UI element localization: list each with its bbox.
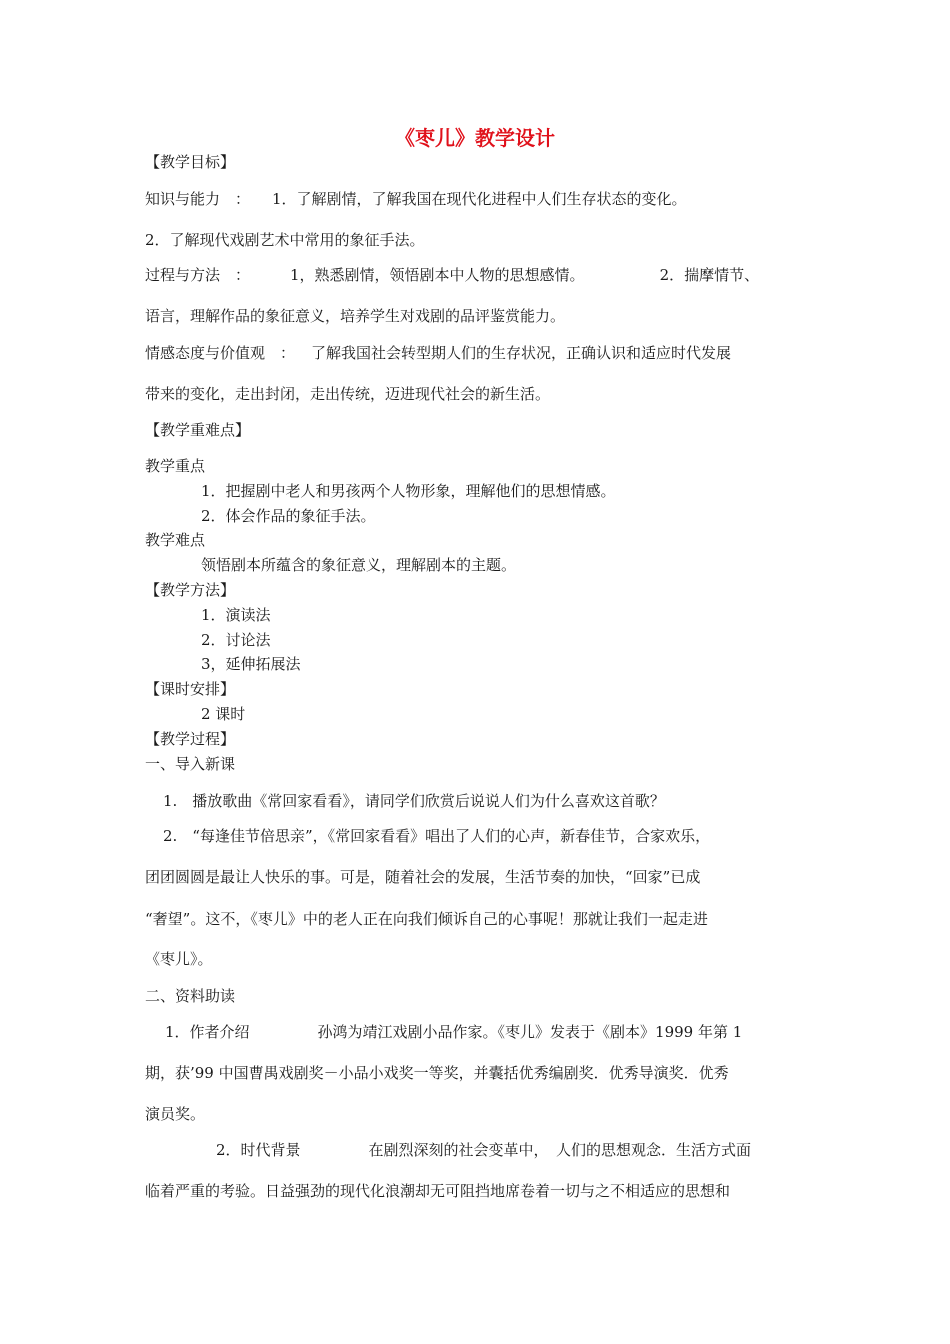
goal-knowledge-label: 知识与能力 ：: [145, 190, 251, 208]
author-intro-line-3: 演员奖。: [145, 1105, 206, 1123]
section-1-paragraph-2-line-4: 《枣儿》。: [145, 950, 213, 968]
goal-emotion-line-2: 带来的变化，走出封闭，走出传统，迈进现代社会的新生活。: [145, 385, 551, 403]
key-item-1: 1．把握剧中老人和男孩两个人物形象，理解他们的思想情感。: [201, 482, 616, 500]
background-text: 在剧烈深刻的社会变革中， 人们的思想观念．生活方式面: [368, 1141, 752, 1159]
background-line-2: 临着严重的考验。日益强劲的现代化浪潮却无可阻挡地席卷着一切与之不相适应的思想和: [145, 1182, 731, 1200]
section-1-paragraph-2-line-2: 团团圆圆是最让人快乐的事。可是，随着社会的发展，生活节奏的加快，“回家”已成: [145, 868, 701, 886]
method-item-2: 2．讨论法: [201, 631, 271, 649]
goal-process-text: 1，熟悉剧情，领悟剧本中人物的思想感情。: [290, 266, 585, 284]
goal-process-line-2: 语言，理解作品的象征意义，培养学生对戏剧的品评鉴赏能力。: [145, 307, 566, 325]
author-intro-line-2: 期，获’99 中国曹禺戏剧奖－小品小戏奖一等奖，并囊括优秀编剧奖．优秀导演奖．优秀: [145, 1064, 729, 1082]
goal-knowledge-text: 1．了解剧情，了解我国在现代化进程中人们生存状态的变化。: [272, 190, 687, 208]
section-1-heading: 一、导入新课: [145, 755, 236, 773]
goal-emotion-line: [145, 343, 731, 363]
goal-emotion-label: 情感态度与价值观 ：: [145, 344, 296, 362]
author-intro-line-1: [165, 1022, 742, 1042]
author-intro-text: 孙鸿为靖江戏剧小品作家。《枣儿》发表于《剧本》1999 年第 1: [317, 1023, 743, 1041]
heading-process: 【教学过程】: [145, 730, 236, 748]
goal-emotion-text: 了解我国社会转型期人们的生存状况，正确认识和适应时代发展: [311, 344, 732, 362]
heading-goals: 【教学目标】: [145, 153, 236, 171]
section-1-paragraph-2-line-1: 2. “每逢佳节倍思亲”，《常回家看看》唱出了人们的心声，新春佳节，合家欢乐，: [163, 827, 711, 845]
heading-schedule: 【课时安排】: [145, 680, 236, 698]
goal-process-text-2: 2．揣摩情节、: [659, 266, 760, 284]
key-item-2: 2．体会作品的象征手法。: [201, 507, 376, 525]
background-line-1: [216, 1140, 751, 1160]
goal-knowledge-line: [145, 189, 687, 209]
schedule-value: 2 课时: [201, 705, 246, 723]
section-1-paragraph-1: 1. 播放歌曲《常回家看看》，请同学们欣赏后说说人们为什么喜欢这首歌？: [163, 792, 665, 810]
heading-methods: 【教学方法】: [145, 581, 236, 599]
difficulty-item: 领悟剧本所蕴含的象征意义，理解剧本的主题。: [201, 556, 517, 574]
method-item-1: 1．演读法: [201, 606, 271, 624]
section-1-paragraph-2-line-3: “奢望”。这不，《枣儿》中的老人正在向我们倾诉自己的心事呢！那就让我们一起走进: [145, 910, 708, 928]
section-2-heading: 二、资料助读: [145, 987, 236, 1005]
heading-key-points: 【教学重难点】: [145, 421, 251, 439]
background-label: 2．时代背景: [216, 1141, 301, 1159]
author-intro-label: 1．作者介绍: [165, 1023, 250, 1041]
goal-process-label: 过程与方法 ：: [145, 266, 251, 284]
key-label: 教学重点: [145, 457, 206, 475]
goal-knowledge-line-2: 2．了解现代戏剧艺术中常用的象征手法。: [145, 231, 425, 249]
goal-process-line: [145, 265, 759, 285]
document-title: 《枣儿》教学设计: [395, 126, 555, 150]
difficulty-label: 教学难点: [145, 531, 206, 549]
method-item-3: 3，延伸拓展法: [201, 655, 301, 673]
